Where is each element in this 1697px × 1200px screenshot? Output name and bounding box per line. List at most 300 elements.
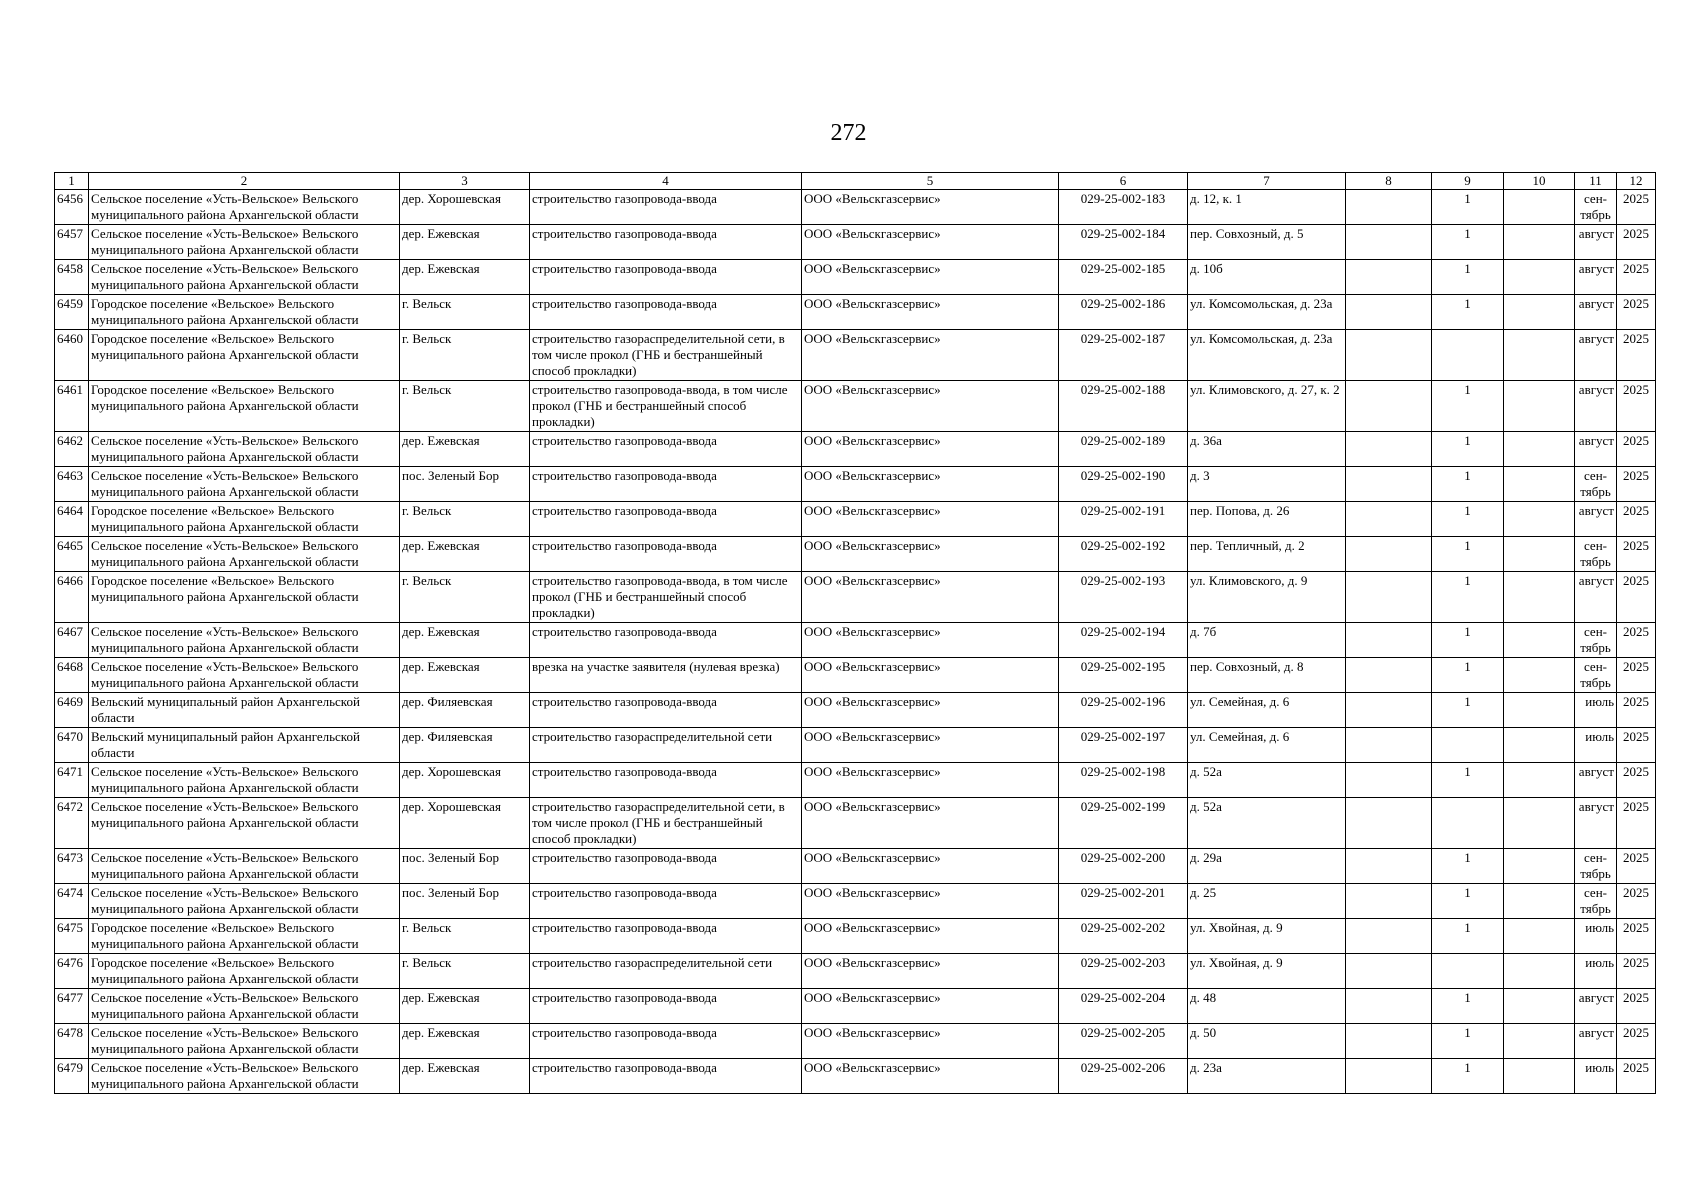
column-8-cell xyxy=(1346,728,1432,763)
column-header-4: 4 xyxy=(530,173,802,190)
organization-cell: ООО «Вельскгазсервис» xyxy=(802,190,1059,225)
registry-code-cell: 029-25-002-183 xyxy=(1059,190,1188,225)
column-10-cell xyxy=(1504,190,1575,225)
column-8-cell xyxy=(1346,381,1432,432)
registry-code-cell: 029-25-002-196 xyxy=(1059,693,1188,728)
column-10-cell xyxy=(1504,572,1575,623)
column-8-cell xyxy=(1346,190,1432,225)
work-type-cell: строительство газопровода-ввода xyxy=(530,502,802,537)
column-10-cell xyxy=(1504,728,1575,763)
year-cell: 2025 xyxy=(1617,728,1656,763)
month-cell: август xyxy=(1575,432,1617,467)
registry-code-cell: 029-25-002-204 xyxy=(1059,989,1188,1024)
address-cell: д. 52а xyxy=(1188,763,1346,798)
column-8-cell xyxy=(1346,763,1432,798)
quantity-cell: 1 xyxy=(1432,989,1504,1024)
table-row xyxy=(55,798,1656,849)
municipality-cell: Городское поселение «Вельское» Вельского муниципального района Архангельской области xyxy=(89,919,400,954)
column-8-cell xyxy=(1346,260,1432,295)
row-number-cell: 6478 xyxy=(55,1024,89,1059)
column-header-3: 3 xyxy=(400,173,530,190)
municipality-cell: Городское поселение «Вельское» Вельского муниципального района Архангельской области xyxy=(89,954,400,989)
month-cell: сен- тябрь xyxy=(1575,537,1617,572)
month-cell: август xyxy=(1575,572,1617,623)
locality-cell: дер. Филяевская xyxy=(400,693,530,728)
quantity-cell: 1 xyxy=(1432,1059,1504,1094)
registry-code-cell: 029-25-002-199 xyxy=(1059,798,1188,849)
locality-cell: дер. Ежевская xyxy=(400,225,530,260)
month-cell: июль xyxy=(1575,919,1617,954)
locality-cell: дер. Ежевская xyxy=(400,989,530,1024)
column-header-10: 10 xyxy=(1504,173,1575,190)
work-type-cell: врезка на участке заявителя (нулевая врезка) xyxy=(530,658,802,693)
organization-cell: ООО «Вельскгазсервис» xyxy=(802,467,1059,502)
column-10-cell xyxy=(1504,502,1575,537)
address-cell: ул. Хвойная, д. 9 xyxy=(1188,954,1346,989)
month-cell: август xyxy=(1575,260,1617,295)
quantity-cell xyxy=(1432,798,1504,849)
column-10-cell xyxy=(1504,798,1575,849)
table-row xyxy=(55,295,1656,330)
table-row xyxy=(55,260,1656,295)
table-row xyxy=(55,849,1656,884)
quantity-cell: 1 xyxy=(1432,381,1504,432)
column-10-cell xyxy=(1504,1059,1575,1094)
table-row xyxy=(55,381,1656,432)
registry-code-cell: 029-25-002-187 xyxy=(1059,330,1188,381)
column-8-cell xyxy=(1346,798,1432,849)
address-cell: д. 12, к. 1 xyxy=(1188,190,1346,225)
column-10-cell xyxy=(1504,260,1575,295)
year-cell: 2025 xyxy=(1617,381,1656,432)
work-type-cell: строительство газопровода-ввода, в том числе прокол (ГНБ и бестраншейный способ прокладки) xyxy=(530,381,802,432)
locality-cell: г. Вельск xyxy=(400,502,530,537)
quantity-cell: 1 xyxy=(1432,849,1504,884)
locality-cell: пос. Зеленый Бор xyxy=(400,849,530,884)
table-row xyxy=(55,919,1656,954)
month-cell: август xyxy=(1575,225,1617,260)
organization-cell: ООО «Вельскгазсервис» xyxy=(802,330,1059,381)
work-type-cell: строительство газопровода-ввода xyxy=(530,919,802,954)
month-cell: июль xyxy=(1575,693,1617,728)
registry-code-cell: 029-25-002-194 xyxy=(1059,623,1188,658)
month-cell: сен- тябрь xyxy=(1575,884,1617,919)
address-cell: ул. Комсомольская, д. 23а xyxy=(1188,330,1346,381)
column-header-11: 11 xyxy=(1575,173,1617,190)
row-number-cell: 6462 xyxy=(55,432,89,467)
row-number-cell: 6476 xyxy=(55,954,89,989)
organization-cell: ООО «Вельскгазсервис» xyxy=(802,502,1059,537)
year-cell: 2025 xyxy=(1617,537,1656,572)
year-cell: 2025 xyxy=(1617,919,1656,954)
year-cell: 2025 xyxy=(1617,884,1656,919)
column-header-8: 8 xyxy=(1346,173,1432,190)
address-cell: ул. Климовского, д. 27, к. 2 xyxy=(1188,381,1346,432)
organization-cell: ООО «Вельскгазсервис» xyxy=(802,1059,1059,1094)
locality-cell: дер. Ежевская xyxy=(400,623,530,658)
column-8-cell xyxy=(1346,919,1432,954)
table-row xyxy=(55,330,1656,381)
address-cell: ул. Комсомольская, д. 23а xyxy=(1188,295,1346,330)
page-number: 272 xyxy=(830,120,867,146)
row-number-cell: 6467 xyxy=(55,623,89,658)
locality-cell: дер. Ежевская xyxy=(400,537,530,572)
table-row xyxy=(55,658,1656,693)
municipality-cell: Сельское поселение «Усть-Вельское» Вельского муниципального района Архангельской области xyxy=(89,190,400,225)
quantity-cell: 1 xyxy=(1432,190,1504,225)
locality-cell: г. Вельск xyxy=(400,295,530,330)
column-8-cell xyxy=(1346,1059,1432,1094)
locality-cell: пос. Зеленый Бор xyxy=(400,467,530,502)
registry-code-cell: 029-25-002-193 xyxy=(1059,572,1188,623)
quantity-cell: 1 xyxy=(1432,295,1504,330)
column-10-cell xyxy=(1504,763,1575,798)
municipality-cell: Сельское поселение «Усть-Вельское» Вельского муниципального района Архангельской области xyxy=(89,260,400,295)
column-header-1: 1 xyxy=(55,173,89,190)
work-type-cell: строительство газопровода-ввода xyxy=(530,190,802,225)
municipality-cell: Сельское поселение «Усть-Вельское» Вельского муниципального района Архангельской области xyxy=(89,798,400,849)
column-8-cell xyxy=(1346,572,1432,623)
year-cell: 2025 xyxy=(1617,190,1656,225)
column-8-cell xyxy=(1346,954,1432,989)
work-type-cell: строительство газораспределительной сети, в том числе прокол (ГНБ и бестраншейный способ прокладки) xyxy=(530,798,802,849)
row-number-cell: 6473 xyxy=(55,849,89,884)
address-cell: ул. Семейная, д. 6 xyxy=(1188,693,1346,728)
registry-code-cell: 029-25-002-190 xyxy=(1059,467,1188,502)
work-type-cell: строительство газопровода-ввода xyxy=(530,260,802,295)
month-cell: август xyxy=(1575,381,1617,432)
municipality-cell: Сельское поселение «Усть-Вельское» Вельского муниципального района Архангельской области xyxy=(89,849,400,884)
row-number-cell: 6463 xyxy=(55,467,89,502)
registry-code-cell: 029-25-002-185 xyxy=(1059,260,1188,295)
column-8-cell xyxy=(1346,537,1432,572)
year-cell: 2025 xyxy=(1617,954,1656,989)
organization-cell: ООО «Вельскгазсервис» xyxy=(802,572,1059,623)
address-cell: д. 7б xyxy=(1188,623,1346,658)
municipality-cell: Сельское поселение «Усть-Вельское» Вельского муниципального района Архангельской области xyxy=(89,537,400,572)
organization-cell: ООО «Вельскгазсервис» xyxy=(802,658,1059,693)
row-number-cell: 6474 xyxy=(55,884,89,919)
row-number-cell: 6465 xyxy=(55,537,89,572)
locality-cell: г. Вельск xyxy=(400,919,530,954)
address-cell: пер. Тепличный, д. 2 xyxy=(1188,537,1346,572)
table-row xyxy=(55,763,1656,798)
organization-cell: ООО «Вельскгазсервис» xyxy=(802,537,1059,572)
organization-cell: ООО «Вельскгазсервис» xyxy=(802,728,1059,763)
month-cell: август xyxy=(1575,1024,1617,1059)
quantity-cell: 1 xyxy=(1432,763,1504,798)
address-cell: ул. Климовского, д. 9 xyxy=(1188,572,1346,623)
column-header-9: 9 xyxy=(1432,173,1504,190)
row-number-cell: 6461 xyxy=(55,381,89,432)
work-type-cell: строительство газопровода-ввода, в том числе прокол (ГНБ и бестраншейный способ прокладки) xyxy=(530,572,802,623)
locality-cell: дер. Ежевская xyxy=(400,1024,530,1059)
locality-cell: дер. Хорошевская xyxy=(400,763,530,798)
month-cell: август xyxy=(1575,763,1617,798)
column-8-cell xyxy=(1346,330,1432,381)
table-row xyxy=(55,954,1656,989)
address-cell: д. 48 xyxy=(1188,989,1346,1024)
quantity-cell xyxy=(1432,728,1504,763)
table-row xyxy=(55,728,1656,763)
table-row xyxy=(55,1024,1656,1059)
column-10-cell xyxy=(1504,919,1575,954)
column-10-cell xyxy=(1504,432,1575,467)
row-number-cell: 6475 xyxy=(55,919,89,954)
organization-cell: ООО «Вельскгазсервис» xyxy=(802,225,1059,260)
registry-code-cell: 029-25-002-205 xyxy=(1059,1024,1188,1059)
column-header-6: 6 xyxy=(1059,173,1188,190)
organization-cell: ООО «Вельскгазсервис» xyxy=(802,919,1059,954)
column-10-cell xyxy=(1504,537,1575,572)
year-cell: 2025 xyxy=(1617,260,1656,295)
quantity-cell: 1 xyxy=(1432,693,1504,728)
address-cell: д. 25 xyxy=(1188,884,1346,919)
address-cell: д. 50 xyxy=(1188,1024,1346,1059)
organization-cell: ООО «Вельскгазсервис» xyxy=(802,260,1059,295)
locality-cell: г. Вельск xyxy=(400,381,530,432)
work-type-cell: строительство газопровода-ввода xyxy=(530,884,802,919)
month-cell: сен- тябрь xyxy=(1575,658,1617,693)
municipality-cell: Сельское поселение «Усть-Вельское» Вельского муниципального района Архангельской области xyxy=(89,623,400,658)
locality-cell: г. Вельск xyxy=(400,954,530,989)
month-cell: август xyxy=(1575,330,1617,381)
header-row xyxy=(55,173,1656,190)
quantity-cell: 1 xyxy=(1432,572,1504,623)
organization-cell: ООО «Вельскгазсервис» xyxy=(802,884,1059,919)
column-8-cell xyxy=(1346,989,1432,1024)
address-cell: д. 29а xyxy=(1188,849,1346,884)
organization-cell: ООО «Вельскгазсервис» xyxy=(802,763,1059,798)
municipality-cell: Сельское поселение «Усть-Вельское» Вельского муниципального района Архангельской области xyxy=(89,763,400,798)
column-10-cell xyxy=(1504,693,1575,728)
row-number-cell: 6469 xyxy=(55,693,89,728)
column-8-cell xyxy=(1346,849,1432,884)
registry-code-cell: 029-25-002-186 xyxy=(1059,295,1188,330)
column-header-5: 5 xyxy=(802,173,1059,190)
row-number-cell: 6460 xyxy=(55,330,89,381)
column-10-cell xyxy=(1504,849,1575,884)
year-cell: 2025 xyxy=(1617,295,1656,330)
table-row xyxy=(55,225,1656,260)
year-cell: 2025 xyxy=(1617,572,1656,623)
locality-cell: г. Вельск xyxy=(400,330,530,381)
quantity-cell: 1 xyxy=(1432,432,1504,467)
row-number-cell: 6459 xyxy=(55,295,89,330)
locality-cell: дер. Ежевская xyxy=(400,658,530,693)
registry-code-cell: 029-25-002-195 xyxy=(1059,658,1188,693)
column-8-cell xyxy=(1346,1024,1432,1059)
locality-cell: дер. Филяевская xyxy=(400,728,530,763)
row-number-cell: 6458 xyxy=(55,260,89,295)
municipality-cell: Вельский муниципальный район Архангельской области xyxy=(89,728,400,763)
organization-cell: ООО «Вельскгазсервис» xyxy=(802,989,1059,1024)
municipality-cell: Городское поселение «Вельское» Вельского муниципального района Архангельской области xyxy=(89,330,400,381)
work-type-cell: строительство газопровода-ввода xyxy=(530,295,802,330)
column-header-7: 7 xyxy=(1188,173,1346,190)
year-cell: 2025 xyxy=(1617,467,1656,502)
address-cell: пер. Попова, д. 26 xyxy=(1188,502,1346,537)
month-cell: июль xyxy=(1575,1059,1617,1094)
month-cell: сен- тябрь xyxy=(1575,190,1617,225)
column-10-cell xyxy=(1504,1024,1575,1059)
month-cell: сен- тябрь xyxy=(1575,849,1617,884)
registry-code-cell: 029-25-002-203 xyxy=(1059,954,1188,989)
organization-cell: ООО «Вельскгазсервис» xyxy=(802,381,1059,432)
work-type-cell: строительство газопровода-ввода xyxy=(530,989,802,1024)
address-cell: пер. Совхозный, д. 8 xyxy=(1188,658,1346,693)
address-cell: д. 23а xyxy=(1188,1059,1346,1094)
quantity-cell: 1 xyxy=(1432,225,1504,260)
address-cell: д. 36а xyxy=(1188,432,1346,467)
address-cell: ул. Семейная, д. 6 xyxy=(1188,728,1346,763)
column-8-cell xyxy=(1346,467,1432,502)
month-cell: август xyxy=(1575,295,1617,330)
work-type-cell: строительство газопровода-ввода xyxy=(530,467,802,502)
column-10-cell xyxy=(1504,623,1575,658)
municipality-cell: Сельское поселение «Усть-Вельское» Вельского муниципального района Архангельской области xyxy=(89,432,400,467)
registry-code-cell: 029-25-002-201 xyxy=(1059,884,1188,919)
municipality-cell: Вельский муниципальный район Архангельской области xyxy=(89,693,400,728)
work-type-cell: строительство газопровода-ввода xyxy=(530,537,802,572)
work-type-cell: строительство газопровода-ввода xyxy=(530,763,802,798)
municipality-cell: Городское поселение «Вельское» Вельского муниципального района Архангельской области xyxy=(89,572,400,623)
year-cell: 2025 xyxy=(1617,693,1656,728)
address-cell: д. 10б xyxy=(1188,260,1346,295)
year-cell: 2025 xyxy=(1617,1024,1656,1059)
year-cell: 2025 xyxy=(1617,658,1656,693)
quantity-cell: 1 xyxy=(1432,1024,1504,1059)
month-cell: сен- тябрь xyxy=(1575,467,1617,502)
registry-code-cell: 029-25-002-202 xyxy=(1059,919,1188,954)
row-number-cell: 6457 xyxy=(55,225,89,260)
locality-cell: дер. Хорошевская xyxy=(400,798,530,849)
organization-cell: ООО «Вельскгазсервис» xyxy=(802,798,1059,849)
month-cell: август xyxy=(1575,502,1617,537)
registry-code-cell: 029-25-002-192 xyxy=(1059,537,1188,572)
row-number-cell: 6477 xyxy=(55,989,89,1024)
quantity-cell xyxy=(1432,954,1504,989)
table-row xyxy=(55,623,1656,658)
municipality-cell: Сельское поселение «Усть-Вельское» Вельского муниципального района Архангельской области xyxy=(89,225,400,260)
row-number-cell: 6468 xyxy=(55,658,89,693)
month-cell: август xyxy=(1575,798,1617,849)
work-type-cell: строительство газораспределительной сети xyxy=(530,954,802,989)
column-10-cell xyxy=(1504,954,1575,989)
row-number-cell: 6466 xyxy=(55,572,89,623)
quantity-cell: 1 xyxy=(1432,919,1504,954)
column-8-cell xyxy=(1346,884,1432,919)
month-cell: июль xyxy=(1575,954,1617,989)
organization-cell: ООО «Вельскгазсервис» xyxy=(802,295,1059,330)
month-cell: сен- тябрь xyxy=(1575,623,1617,658)
organization-cell: ООО «Вельскгазсервис» xyxy=(802,954,1059,989)
registry-code-cell: 029-25-002-197 xyxy=(1059,728,1188,763)
column-8-cell xyxy=(1346,658,1432,693)
row-number-cell: 6472 xyxy=(55,798,89,849)
row-number-cell: 6470 xyxy=(55,728,89,763)
work-type-cell: строительство газораспределительной сети xyxy=(530,728,802,763)
municipality-cell: Сельское поселение «Усть-Вельское» Вельского муниципального района Архангельской области xyxy=(89,1024,400,1059)
table-row xyxy=(55,537,1656,572)
work-type-cell: строительство газопровода-ввода xyxy=(530,623,802,658)
municipality-cell: Городское поселение «Вельское» Вельского муниципального района Архангельской области xyxy=(89,381,400,432)
column-10-cell xyxy=(1504,225,1575,260)
table-row xyxy=(55,1059,1656,1094)
table-row xyxy=(55,572,1656,623)
work-type-cell: строительство газопровода-ввода xyxy=(530,1024,802,1059)
municipality-cell: Городское поселение «Вельское» Вельского муниципального района Архангельской области xyxy=(89,295,400,330)
quantity-cell: 1 xyxy=(1432,260,1504,295)
quantity-cell: 1 xyxy=(1432,884,1504,919)
organization-cell: ООО «Вельскгазсервис» xyxy=(802,849,1059,884)
work-type-cell: строительство газопровода-ввода xyxy=(530,849,802,884)
column-10-cell xyxy=(1504,884,1575,919)
table-row xyxy=(55,432,1656,467)
column-8-cell xyxy=(1346,623,1432,658)
locality-cell: дер. Ежевская xyxy=(400,432,530,467)
organization-cell: ООО «Вельскгазсервис» xyxy=(802,432,1059,467)
locality-cell: пос. Зеленый Бор xyxy=(400,884,530,919)
work-type-cell: строительство газопровода-ввода xyxy=(530,225,802,260)
address-cell: д. 3 xyxy=(1188,467,1346,502)
year-cell: 2025 xyxy=(1617,849,1656,884)
year-cell: 2025 xyxy=(1617,763,1656,798)
column-10-cell xyxy=(1504,330,1575,381)
work-type-cell: строительство газораспределительной сети, в том числе прокол (ГНБ и бестраншейный способ прокладки) xyxy=(530,330,802,381)
year-cell: 2025 xyxy=(1617,225,1656,260)
year-cell: 2025 xyxy=(1617,798,1656,849)
column-10-cell xyxy=(1504,658,1575,693)
table-row xyxy=(55,190,1656,225)
quantity-cell: 1 xyxy=(1432,623,1504,658)
quantity-cell: 1 xyxy=(1432,658,1504,693)
municipality-cell: Городское поселение «Вельское» Вельского муниципального района Архангельской области xyxy=(89,502,400,537)
organization-cell: ООО «Вельскгазсервис» xyxy=(802,1024,1059,1059)
month-cell: август xyxy=(1575,989,1617,1024)
locality-cell: дер. Ежевская xyxy=(400,260,530,295)
municipality-cell: Сельское поселение «Усть-Вельское» Вельского муниципального района Архангельской области xyxy=(89,884,400,919)
quantity-cell: 1 xyxy=(1432,502,1504,537)
table-row xyxy=(55,693,1656,728)
address-cell: пер. Совхозный, д. 5 xyxy=(1188,225,1346,260)
municipality-cell: Сельское поселение «Усть-Вельское» Вельского муниципального района Архангельской области xyxy=(89,658,400,693)
locality-cell: дер. Ежевская xyxy=(400,1059,530,1094)
column-10-cell xyxy=(1504,989,1575,1024)
column-8-cell xyxy=(1346,502,1432,537)
registry-code-cell: 029-25-002-191 xyxy=(1059,502,1188,537)
row-number-cell: 6471 xyxy=(55,763,89,798)
row-number-cell: 6479 xyxy=(55,1059,89,1094)
work-type-cell: строительство газопровода-ввода xyxy=(530,432,802,467)
column-8-cell xyxy=(1346,295,1432,330)
municipality-cell: Сельское поселение «Усть-Вельское» Вельского муниципального района Архангельской области xyxy=(89,1059,400,1094)
quantity-cell: 1 xyxy=(1432,467,1504,502)
locality-cell: дер. Хорошевская xyxy=(400,190,530,225)
registry-code-cell: 029-25-002-189 xyxy=(1059,432,1188,467)
registry-code-cell: 029-25-002-200 xyxy=(1059,849,1188,884)
municipality-cell: Сельское поселение «Усть-Вельское» Вельского муниципального района Архангельской области xyxy=(89,989,400,1024)
registry-table xyxy=(54,172,1656,1094)
quantity-cell: 1 xyxy=(1432,537,1504,572)
table-row xyxy=(55,467,1656,502)
column-header-12: 12 xyxy=(1617,173,1656,190)
address-cell: ул. Хвойная, д. 9 xyxy=(1188,919,1346,954)
column-10-cell xyxy=(1504,381,1575,432)
municipality-cell: Сельское поселение «Усть-Вельское» Вельского муниципального района Архангельской области xyxy=(89,467,400,502)
table-row xyxy=(55,989,1656,1024)
locality-cell: г. Вельск xyxy=(400,572,530,623)
